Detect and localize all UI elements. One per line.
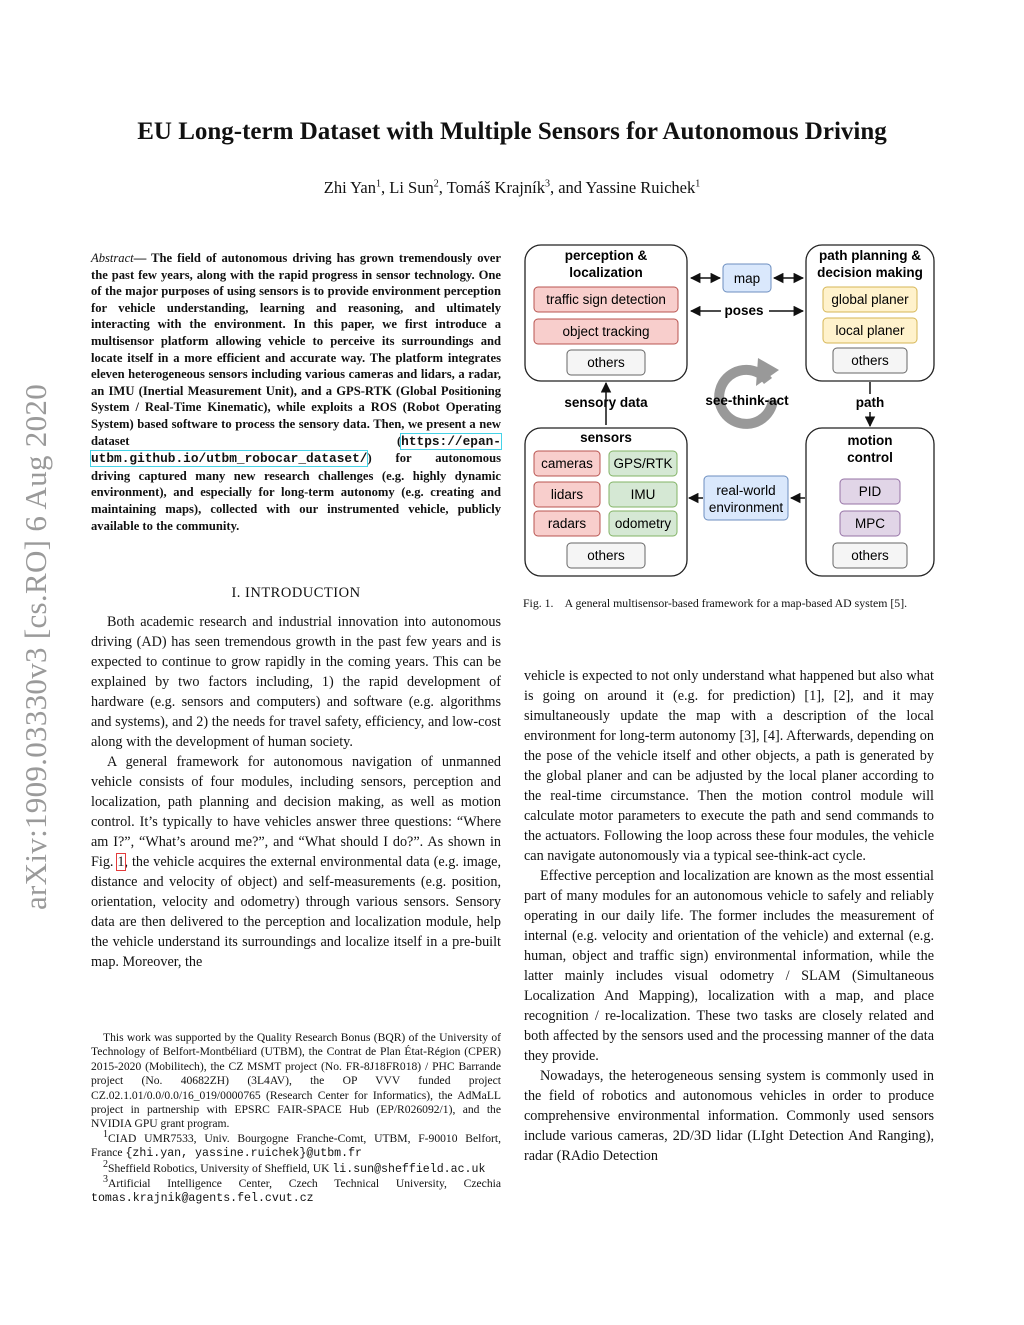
planning-title: decision making [817, 265, 923, 280]
sensors-others-label: others [587, 548, 625, 563]
object-tracking-label: object tracking [562, 324, 650, 339]
footnote-mark: 3 [103, 1174, 108, 1186]
funding-note: This work was supported by the Quality Research Bonus (BQR) of the University of Technology of Belfort-Montbéliard (UTBM), the Contrat de Plan État-Région (CPER) 2015-2020 (Mobilitech), the CZ MSMT project (No. FR-8J18FR018) / PHC Barrande project (No. 40682ZH) (3L4AV), the OP VVV funded project CZ.02.1.01/0.0/0.0/16_019/0000765 (Research Center for Informatics), the AdMaLL project in partnership with EPSRC FAIR-SPACE Hub (EP/R026092/1), and the NVIDIA GPU grant program. [91, 1031, 501, 1131]
gps-rtk-label: GPS/RTK [613, 456, 673, 471]
paragraph: Nowadays, the heterogeneous sensing system is commonly used in the field of robotics and autonomous vehicles in order to produce comprehensive environmental information. Commonly used sensors include various cameras, 2D/3D lidar (LIght Detection And Ranging), radar (RAdio Detection [524, 1068, 934, 1164]
poses-label: poses [724, 303, 764, 318]
footnotes [91, 1031, 501, 1207]
email[interactable]: tomas.krajnik@agents.fel.cvut.cz [91, 1192, 314, 1206]
affiliation-mark: 2 [433, 178, 439, 190]
caption-text: A general multisensor-based framework for a map-based AD system [5]. [564, 596, 908, 610]
affiliation-mark: 1 [695, 178, 701, 190]
map-label: map [733, 271, 761, 286]
paragraph-text: , the vehicle acquires the external environmental data (e.g. image, distance and velocity of object) and self-measurements (e.g. position, orientation, velocity and odometry) through various sensors. Sensory data are then delivered to the perception and localization module, help the vehicle understand its surroundings and localize itself in a pre-built map. Moreover, the [91, 854, 502, 970]
global-planer-label: global planer [831, 292, 909, 307]
motion-title: motion [847, 433, 893, 448]
abstract-label: Abstract [91, 251, 134, 265]
sensory-data-label: sensory data [564, 395, 648, 410]
perception-others-label: others [587, 355, 625, 370]
paper-title: EU Long-term Dataset with Multiple Sensors for Autonomous Driving [137, 118, 887, 145]
framework-diagram [523, 240, 939, 580]
local-planer-label: local planer [835, 323, 905, 338]
mpc-label: MPC [855, 516, 885, 531]
figure-reference-link[interactable]: 1 [117, 854, 125, 870]
paragraph-text: A general framework for autonomous navigation of unmanned vehicle consists of four modules, including sensors, perception and localization, path planning and decision making, as well as motion control. It’s typically to have vehicles answer three questions: “Where am I?”, “What’s around me?”, and “What should I do?”. As shown in Fig. [91, 754, 501, 870]
author-name: Zhi Yan [323, 178, 376, 197]
abstract [91, 250, 501, 534]
footnote-text: CIAD UMR7533, Univ. Bourgogne Franche-Comt, UTBM, F-90010 Belfort, France [91, 1131, 501, 1160]
section-heading: I. INTRODUCTION [231, 585, 361, 601]
paragraph: Effective perception and localization are known as the most essential part of many modules for an autonomous vehicle to safely and reliably operating in our daily life. The former includes the measurement of internal (e.g. velocity and orientation of the vehicle) and external (e.g. human, object and traffic sign) environmental information, while the latter mainly includes visual odometry / SLAM (Simultaneous Localization And Mapping), localization with a map, and place recognition / re-localization. These two tasks are closely related and both affected by the sensors used and the processing manner of the data they provide. [524, 868, 934, 1064]
real-world-label: real-world [716, 483, 776, 498]
paragraph: Both academic research and industrial innovation into autonomous driving (AD) has seen tremendous growth in the past few years and is expected to continue to grow rapidly in the coming years. This can be explained by two factors including, 1) the rapid development of hardware (e.g. sensors and computers) and software (e.g. algorithms and systems), and 2) the needs for travel safety, efficiency, and low-cost along with the development of human society. [91, 614, 501, 750]
author-name: and Yassine Ruichek [558, 178, 696, 197]
path-label: path [855, 395, 885, 410]
paragraph: vehicle is expected to not only understand what happened but also what is going on around it (e.g. for prediction) [1], [2], and it may simultaneously update the map with a description of the local environment for long-term autonomy [3], [4]. Afterwards, depending on the pose of the vehicle itself and other objects, a path is generated by the global planer and can be adjusted by the local planer according to the real-time circumstance. Then the motion control module will calculate motor parameters to execute the path and send commands to the actuators. Following the loop across these four modules, the vehicle can navigate autonomously via a typical see-think-act cycle. [524, 668, 934, 864]
imu-label: IMU [630, 487, 656, 502]
email[interactable]: {zhi.yan, yassine.ruichek}@utbm.fr [125, 1147, 363, 1161]
dataset-link[interactable]: https://epan-utbm.github.io/utbm_robocar_dataset/ [91, 433, 501, 467]
motion-others-label: others [851, 548, 889, 563]
cameras-label: cameras [541, 456, 593, 471]
abstract-text: — The field of autonomous driving has grown tremendously over the past few years, along with the rapid progress in sensor technology. One of the major purposes of using sensors is to provide environment perception for vehicle understanding, learning and reasoning, and ultimately interacting with the environment. In this paper, we first introduce a multisensor platform allowing vehicle to perceive its surroundings and locate itself in a more efficient and accurate way. The platform integrates eleven heterogeneous sensors including various cameras and lidars, a radar, an IMU (Inertial Measurement Unit), and a GPS-RTK (Global Positioning System / Real-Time Kinematic), while exploits a ROS (Robot Operating System) based software to process the sensory data. Then, we present a new dataset ( [91, 251, 501, 448]
arxiv-identifier: arXiv:1909.03330v3 [cs.RO] 6 Aug 2020 [18, 384, 53, 911]
affiliation-mark: 3 [544, 178, 550, 190]
perception-title: perception & [564, 248, 648, 263]
intro-body [91, 612, 501, 972]
author-name: Tomáš Krajník [446, 178, 545, 197]
figure-caption [523, 596, 935, 610]
author-name: Li Sun [389, 178, 434, 197]
affiliation-note [91, 1174, 501, 1207]
traffic-sign-label: traffic sign detection [546, 292, 666, 307]
pid-label: PID [858, 484, 882, 499]
paragraph [91, 752, 501, 972]
caption-label: Fig. 1. [523, 596, 554, 610]
affiliation-note [91, 1128, 501, 1162]
perception-title: localization [569, 265, 643, 280]
affiliation-mark: 1 [376, 178, 381, 190]
planning-title: path planning & [819, 248, 921, 263]
see-think-act-label: see-think-act [705, 393, 789, 408]
author-list: Zhi Yan$^1$, Li Sun$^2$, Tomáš Krajník$^3$, and Yassine Ruichek$^1$ [323, 178, 701, 197]
footnote-mark: 1 [103, 1128, 108, 1140]
footnote-text: Sheffield Robotics, University of Sheffield, UK [108, 1161, 333, 1175]
odometry-label: odometry [614, 516, 672, 531]
affiliation-note [91, 1158, 501, 1177]
email[interactable]: li.sun@sheffield.ac.uk [332, 1162, 486, 1176]
footnote-mark: 2 [103, 1158, 108, 1170]
planning-others-label: others [851, 353, 889, 368]
lidars-label: lidars [550, 487, 584, 502]
footnote-text: Artificial Intelligence Center, Czech Technical University, Czechia [108, 1177, 501, 1191]
cycle-arrowhead-icon [756, 358, 779, 386]
radars-label: radars [547, 516, 587, 531]
right-column-body [524, 666, 934, 1166]
motion-title: control [847, 450, 893, 465]
abstract-text: ) for autonomous driving captured many new research challenges (e.g. highly dynamic environment), and especially for long-term autonomy (e.g. creating and maintaining maps), collected with our instrumented vehicle, publicly available to the community. [91, 451, 501, 533]
sensors-title: sensors [580, 430, 632, 445]
real-world-label: environment [708, 500, 784, 515]
